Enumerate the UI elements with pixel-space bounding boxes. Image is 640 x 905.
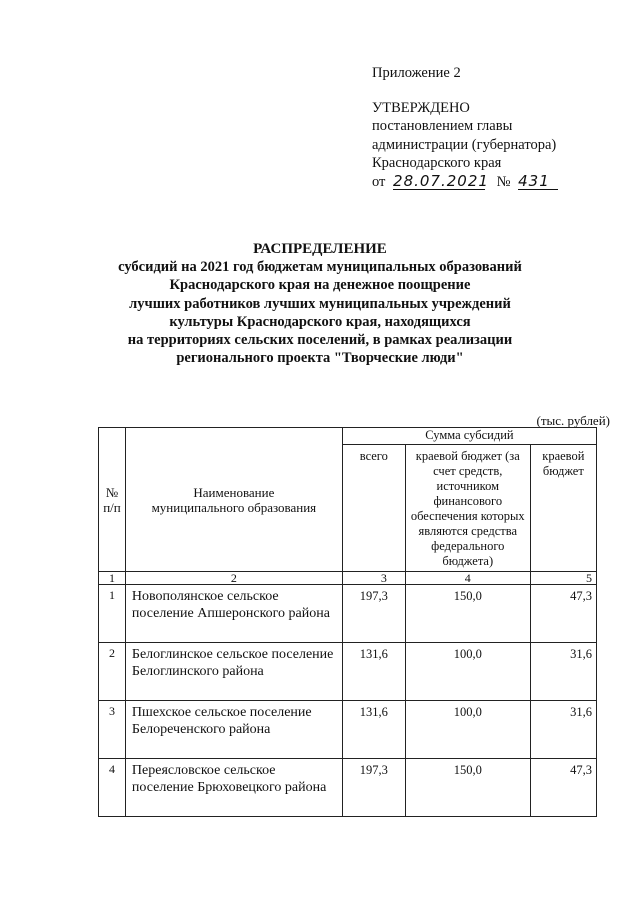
row-regional-federal: 100,0 bbox=[405, 643, 530, 701]
row-index: 4 bbox=[99, 759, 126, 817]
heading-line: субсидий на 2021 год бюджетам муниципальных образований bbox=[118, 259, 522, 276]
row-regional: 31,6 bbox=[530, 643, 596, 701]
column-number: 4 bbox=[405, 572, 530, 585]
approval-line-3: Краснодарского края bbox=[372, 155, 502, 171]
row-total: 197,3 bbox=[342, 759, 405, 817]
row-index: 1 bbox=[99, 585, 126, 643]
units-label: (тыс. рублей) bbox=[536, 413, 610, 428]
row-name: Белоглинское сельское поселение Белоглинского района bbox=[125, 643, 342, 701]
row-regional-federal: 150,0 bbox=[405, 585, 530, 643]
header-no: № п/п bbox=[99, 428, 126, 572]
header-sum: Сумма субсидий bbox=[342, 428, 596, 445]
approval-line-1: постановлением главы bbox=[372, 118, 513, 134]
row-index: 2 bbox=[99, 643, 126, 701]
column-number-row bbox=[99, 572, 597, 585]
row-total: 131,6 bbox=[342, 643, 405, 701]
row-regional-federal: 150,0 bbox=[405, 759, 530, 817]
table-row bbox=[99, 701, 597, 759]
document-title: РАСПРЕДЕЛЕНИЕ bbox=[253, 241, 387, 257]
heading-line: лучших работников лучших муниципальных учреждений bbox=[129, 295, 511, 312]
row-index: 3 bbox=[99, 701, 126, 759]
heading-line: культуры Краснодарского края, находящихся bbox=[169, 313, 471, 330]
approval-line-2: администрации (губернатора) bbox=[372, 136, 557, 153]
row-regional: 31,6 bbox=[530, 701, 596, 759]
row-name: Новополянское сельское поселение Апшеронского района bbox=[125, 585, 342, 643]
column-number: 2 bbox=[125, 572, 342, 585]
approved-label: УТВЕРЖДЕНО bbox=[372, 99, 470, 116]
approval-number: 431 bbox=[518, 173, 558, 190]
row-name: Пшехское сельское поселение Белореченского района bbox=[125, 701, 342, 759]
approval-date-row bbox=[372, 173, 622, 192]
header-regional: краевой бюджет bbox=[530, 445, 596, 572]
approval-date: 28.07.2021 bbox=[393, 171, 489, 190]
row-regional: 47,3 bbox=[530, 585, 596, 643]
row-total: 131,6 bbox=[342, 701, 405, 759]
heading-line: на территориях сельских поселений, в рамках реализации bbox=[127, 332, 513, 349]
appendix-label: Приложение 2 bbox=[372, 65, 461, 81]
heading-line: Краснодарского края на денежное поощрение bbox=[169, 277, 471, 294]
from-label: от bbox=[372, 173, 386, 190]
approval-block bbox=[372, 64, 622, 191]
table-row bbox=[99, 759, 597, 817]
row-regional: 47,3 bbox=[530, 759, 596, 817]
table-row bbox=[99, 643, 597, 701]
subsidy-table bbox=[98, 427, 597, 817]
header-regional-federal: краевой бюджет (за счет средств, источником финансового обеспечения которых являются средства федерального бюджета) bbox=[405, 445, 530, 572]
table-row bbox=[99, 585, 597, 643]
column-number: 5 bbox=[530, 572, 596, 585]
column-number: 3 bbox=[342, 572, 405, 585]
heading-line: регионального проекта "Творческие люди" bbox=[176, 350, 464, 367]
header-name: Наименование муниципального образования bbox=[125, 428, 342, 572]
document-heading bbox=[100, 240, 540, 367]
column-number: 1 bbox=[99, 572, 126, 585]
row-name: Переясловское сельское поселение Брюховецкого района bbox=[125, 759, 342, 817]
number-sign: № bbox=[496, 173, 511, 190]
row-regional-federal: 100,0 bbox=[405, 701, 530, 759]
row-total: 197,3 bbox=[342, 585, 405, 643]
header-total: всего bbox=[342, 445, 405, 572]
